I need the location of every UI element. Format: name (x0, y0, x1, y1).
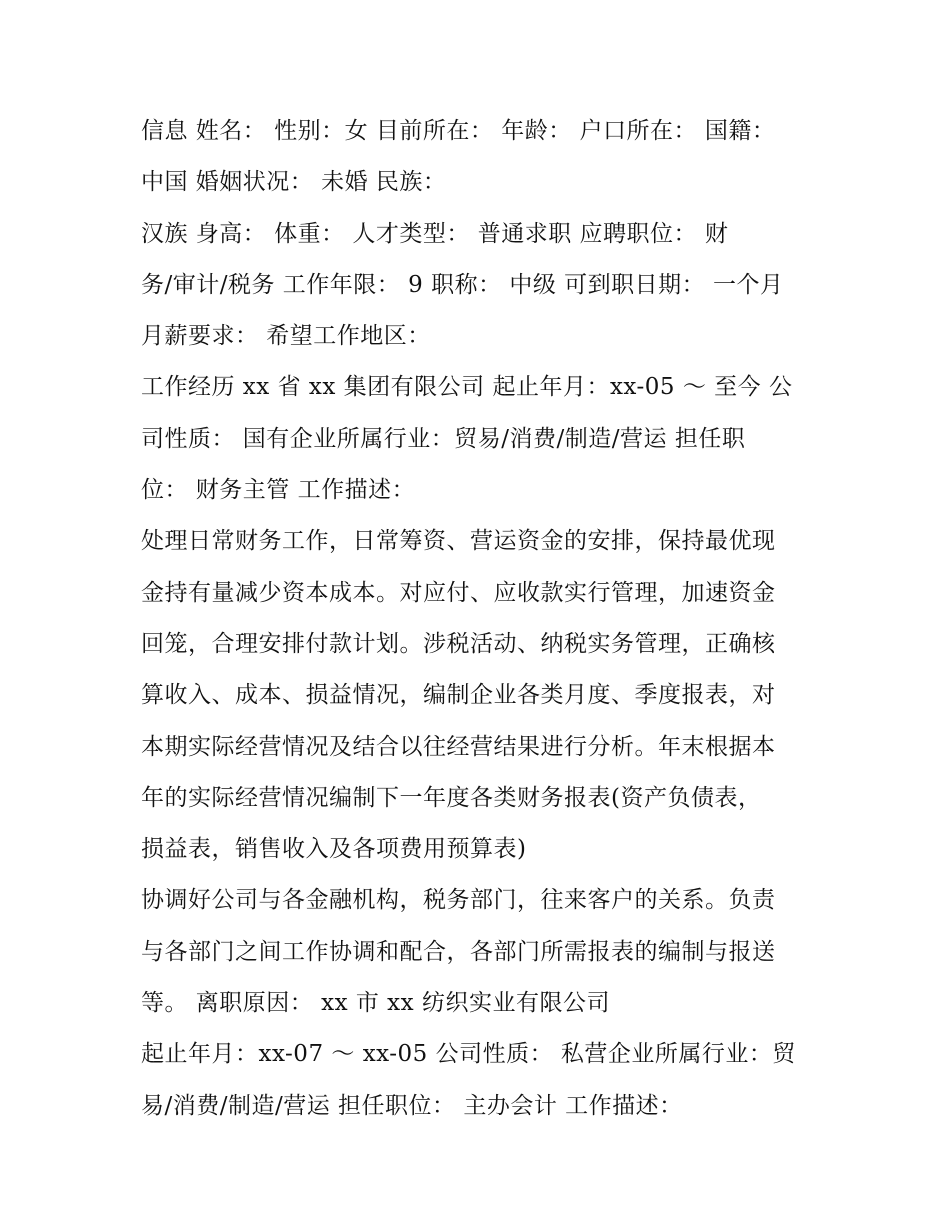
text-line: 易/消费/制造/营运 担任职位： 主办会计 工作描述： (141, 1092, 683, 1119)
text-line: 算收入、成本、损益情况，编制企业各类月度、季度报表，对 (141, 682, 776, 709)
text-line: 司性质： 国有企业所属行业：贸易/消费/制造/营运 担任职 (141, 425, 746, 452)
text-line: 年的实际经营情况编制下一年度各类财务报表(资产负债表， (141, 784, 762, 811)
text-line: 回笼，合理安排付款计划。涉税活动、纳税实务管理，正确核 (141, 630, 776, 657)
text-line: 位： 财务主管 工作描述： (141, 477, 416, 504)
text-line: 月薪要求： 希望工作地区： (141, 323, 431, 350)
text-line: 本期实际经营情况及结合以往经营结果进行分析。年末根据本 (141, 733, 776, 760)
text-line: 协调好公司与各金融机构，税务部门，往来客户的关系。负责 (141, 887, 776, 914)
text-line: 金持有量减少资本成本。对应付、应收款实行管理，加速资金 (141, 579, 776, 606)
text-line: 等。 离职原因： xx 市 xx 纺织实业有限公司 (141, 990, 610, 1017)
text-line: 起止年月：xx-07 ～ xx-05 公司性质： 私营企业所属行业：贸 (141, 1041, 796, 1068)
text-line: 处理日常财务工作，日常筹资、营运资金的安排，保持最优现 (141, 528, 776, 555)
text-line: 务/审计/税务 工作年限： 9 职称： 中级 可到职日期： 一个月 (141, 271, 784, 298)
text-line: 中国 婚姻状况： 未婚 民族： (141, 169, 447, 196)
text-line: 工作经历 xx 省 xx 集团有限公司 起止年月：xx-05 ～ 至今 公 (141, 374, 793, 401)
text-line: 信息 姓名： 性别：女 目前所在： 年龄： 户口所在： 国籍： (141, 118, 776, 144)
text-line: 汉族 身高： 体重： 人才类型： 普通求职 应聘职位： 财 (141, 220, 729, 247)
resume-text-body (141, 106, 821, 1132)
text-line: 损益表，销售收入及各项费用预算表) (141, 836, 527, 863)
text-line: 与各部门之间工作协调和配合，各部门所需报表的编制与报送 (141, 938, 776, 965)
